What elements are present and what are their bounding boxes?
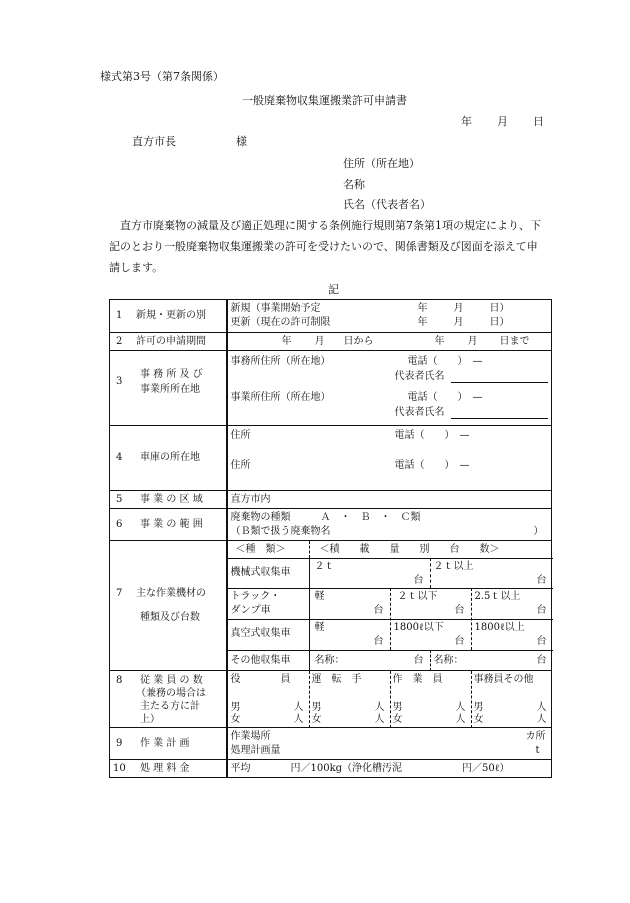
row-label: 事 業 の 区 域 xyxy=(140,494,203,505)
office-rep-label: 代表者氏名 xyxy=(394,371,445,382)
row-scope xyxy=(110,509,552,541)
office-address-label: 事務所住所（所在地） xyxy=(230,356,331,367)
divider xyxy=(471,588,472,650)
garage-address-2[interactable]: 住所 xyxy=(230,460,251,471)
female-label: 女 xyxy=(311,714,322,725)
fee-value[interactable]: 平均 円／100kg（浄化槽汚泥 円／50ℓ） xyxy=(230,763,510,774)
kind-header: ＜種 類＞ xyxy=(235,544,286,555)
divider xyxy=(430,650,431,671)
divider xyxy=(228,558,553,559)
female-label: 女 xyxy=(473,714,484,725)
site-rep-line[interactable] xyxy=(451,418,548,419)
row-number: 3 xyxy=(116,376,123,387)
truck-label-line2: ダンプ車 xyxy=(230,605,271,616)
person-unit[interactable]: 人 xyxy=(374,714,385,725)
year-unit: 年 xyxy=(417,303,428,314)
light-label: 軽 xyxy=(314,591,325,602)
person-unit[interactable]: 人 xyxy=(374,702,385,713)
year-unit: 年 xyxy=(281,336,292,347)
row-label-line2: 事業所所在地 xyxy=(140,384,200,395)
b-waste-name[interactable]: （Ｂ類で扱う廃棄物名 xyxy=(230,526,331,537)
row-label-line3: 主たる方に計 xyxy=(140,701,200,712)
unit[interactable]: 台 xyxy=(536,636,547,647)
application-table xyxy=(109,299,552,778)
day-to: 日まで xyxy=(499,336,530,347)
person-unit[interactable]: 人 xyxy=(455,702,466,713)
applicant-rep-label: 氏名（代表者名） xyxy=(343,198,431,211)
unit[interactable]: 台 xyxy=(413,655,424,666)
unit[interactable]: 台 xyxy=(454,605,465,616)
row-label: 新規・更新の別 xyxy=(136,310,206,321)
row-new-renew xyxy=(110,300,552,333)
row-label-line1: 主な作業機材の xyxy=(136,588,206,599)
unit[interactable]: 台 xyxy=(373,636,384,647)
body-line-1: 直方市廃棄物の減量及び適正処理に関する条例施行規則第7条第1項の規定により、下 xyxy=(120,219,541,232)
officers-header: 役 員 xyxy=(230,674,291,685)
garage-phone-1[interactable]: 電話（ ） — xyxy=(394,430,470,441)
unit[interactable]: 台 xyxy=(536,605,547,616)
drivers-header: 運 転 手 xyxy=(311,674,362,685)
row-number: 10 xyxy=(113,763,126,774)
month-unit: 月 xyxy=(314,336,325,347)
person-unit[interactable]: 人 xyxy=(536,702,547,713)
form-title: 一般廃棄物収集運搬業許可申請書 xyxy=(242,94,407,107)
row-number: 5 xyxy=(116,494,123,505)
female-label: 女 xyxy=(392,714,403,725)
two-t-down-label: ２ｔ以下 xyxy=(397,591,438,602)
row-number: 8 xyxy=(116,675,123,686)
ki-heading: 記 xyxy=(328,283,339,296)
two-t-up-label: ２ｔ以上 xyxy=(433,561,474,572)
unit[interactable]: 台 xyxy=(536,655,547,666)
row-equipment xyxy=(110,541,552,671)
female-label: 女 xyxy=(230,714,241,725)
row-number: 9 xyxy=(116,738,123,749)
business-area: 直方市内 xyxy=(230,494,271,505)
site-address-label: 事業所住所（所在地） xyxy=(230,392,331,403)
body-line-3: 請します。 xyxy=(109,261,164,274)
row-label: 処 理 料 金 xyxy=(140,763,190,774)
person-unit[interactable]: 人 xyxy=(293,714,304,725)
month-unit: 月 xyxy=(467,336,478,347)
divider xyxy=(309,558,310,671)
other-truck-label: その他収集車 xyxy=(230,655,291,666)
row-label-line1: 従 業 員 の 数 xyxy=(140,675,203,686)
month-unit: 月 xyxy=(453,317,464,328)
row-number: 1 xyxy=(116,310,123,321)
row-label-line4: 上） xyxy=(140,714,160,725)
other-name-1[interactable]: 名称： xyxy=(314,655,345,666)
row-number: 2 xyxy=(116,336,123,347)
male-label: 男 xyxy=(473,702,484,713)
person-unit[interactable]: 人 xyxy=(455,714,466,725)
unit[interactable]: 台 xyxy=(454,636,465,647)
clerks-header: 事務員その他 xyxy=(473,674,534,685)
row-label-line2: 種類及び台数 xyxy=(140,612,200,623)
unit[interactable]: 台 xyxy=(413,575,424,586)
two-t-label: ２ｔ xyxy=(314,561,335,572)
row-area xyxy=(110,491,552,509)
day-unit: 日） xyxy=(489,303,510,314)
kasho-unit[interactable]: カ所 xyxy=(525,731,546,742)
site-rep-label: 代表者氏名 xyxy=(394,407,445,418)
divider xyxy=(228,650,553,651)
applicant-address-label: 住所（所在地） xyxy=(343,157,420,170)
other-name-2[interactable]: 名称： xyxy=(433,655,464,666)
date-year[interactable]: 年 xyxy=(461,115,472,128)
row-label: 作 業 計 画 xyxy=(140,738,190,749)
male-label: 男 xyxy=(392,702,403,713)
work-place-label: 作業場所 xyxy=(230,731,271,742)
person-unit[interactable]: 人 xyxy=(293,702,304,713)
light-label: 軽 xyxy=(314,622,325,633)
date-day[interactable]: 日 xyxy=(533,115,544,128)
honorific: 様 xyxy=(236,135,247,148)
vacuum-up-label: 1800ℓ以上 xyxy=(474,622,525,633)
applicant-name-label: 名称 xyxy=(343,178,365,191)
row-work-plan xyxy=(110,728,552,760)
renew-label[interactable]: 更新（現在の許可制限 xyxy=(230,317,331,328)
male-label: 男 xyxy=(230,702,241,713)
count-header: ＜積 載 量 別 台 数＞ xyxy=(319,544,500,555)
divider xyxy=(309,671,310,728)
row-fee xyxy=(110,760,552,778)
addressee: 直方市長 xyxy=(132,135,176,148)
row-number: 6 xyxy=(116,519,123,530)
day-from: 日から xyxy=(343,336,374,347)
person-unit[interactable]: 人 xyxy=(536,714,547,725)
divider xyxy=(309,541,310,558)
body-line-2: 記のとおり一般廃棄物収集運搬業の許可を受けたいので、関係書類及び図面を添えて申 xyxy=(109,240,538,253)
new-label[interactable]: 新規（事業開始予定 xyxy=(230,303,321,314)
row-label: 許可の申請期間 xyxy=(136,336,206,347)
row-label-line1: 事 務 所 及 び xyxy=(140,369,203,380)
site-phone[interactable]: 電話（ ） — xyxy=(407,392,483,403)
vacuum-down-label: 1800ℓ以下 xyxy=(393,622,444,633)
year-unit: 年 xyxy=(434,336,445,347)
workers-header: 作 業 員 xyxy=(392,674,443,685)
row-employees xyxy=(110,671,552,728)
close-paren: ） xyxy=(533,526,544,537)
twofive-up-label: 2.5ｔ以上 xyxy=(474,591,521,602)
month-unit: 月 xyxy=(453,303,464,314)
form-number: 様式第3号（第7条関係） xyxy=(100,70,224,83)
unit[interactable]: 台 xyxy=(373,605,384,616)
mech-truck-label: 機械式収集車 xyxy=(230,567,291,578)
row-period xyxy=(110,333,552,351)
divider xyxy=(390,671,391,728)
office-phone[interactable]: 電話（ ） — xyxy=(407,356,483,367)
office-rep-line[interactable] xyxy=(451,382,548,383)
vacuum-truck-label: 真空式収集車 xyxy=(230,628,291,639)
date-month[interactable]: 月 xyxy=(497,115,508,128)
day-unit: 日） xyxy=(489,317,510,328)
row-number: 7 xyxy=(116,588,123,599)
year-unit: 年 xyxy=(417,317,428,328)
waste-type[interactable]: 廃棄物の種類 Ａ ・ Ｂ ・ Ｃ類 xyxy=(230,512,421,523)
unit[interactable]: 台 xyxy=(536,575,547,586)
row-label-line2: （兼務の場合は xyxy=(136,688,206,699)
male-label: 男 xyxy=(311,702,322,713)
truck-label-line1: トラック・ xyxy=(230,591,281,602)
row-label: 車庫の所在地 xyxy=(140,452,200,463)
row-label: 事 業 の 範 囲 xyxy=(140,519,203,530)
row-office xyxy=(110,351,552,426)
ton-unit[interactable]: t xyxy=(535,745,540,756)
garage-address-1[interactable]: 住所 xyxy=(230,430,251,441)
row-number: 4 xyxy=(116,452,123,463)
divider xyxy=(390,588,391,650)
treatment-plan-label: 処理計画量 xyxy=(230,745,281,756)
divider xyxy=(471,671,472,728)
garage-phone-2[interactable]: 電話（ ） — xyxy=(394,460,470,471)
divider xyxy=(430,558,431,588)
row-garage xyxy=(110,426,552,491)
